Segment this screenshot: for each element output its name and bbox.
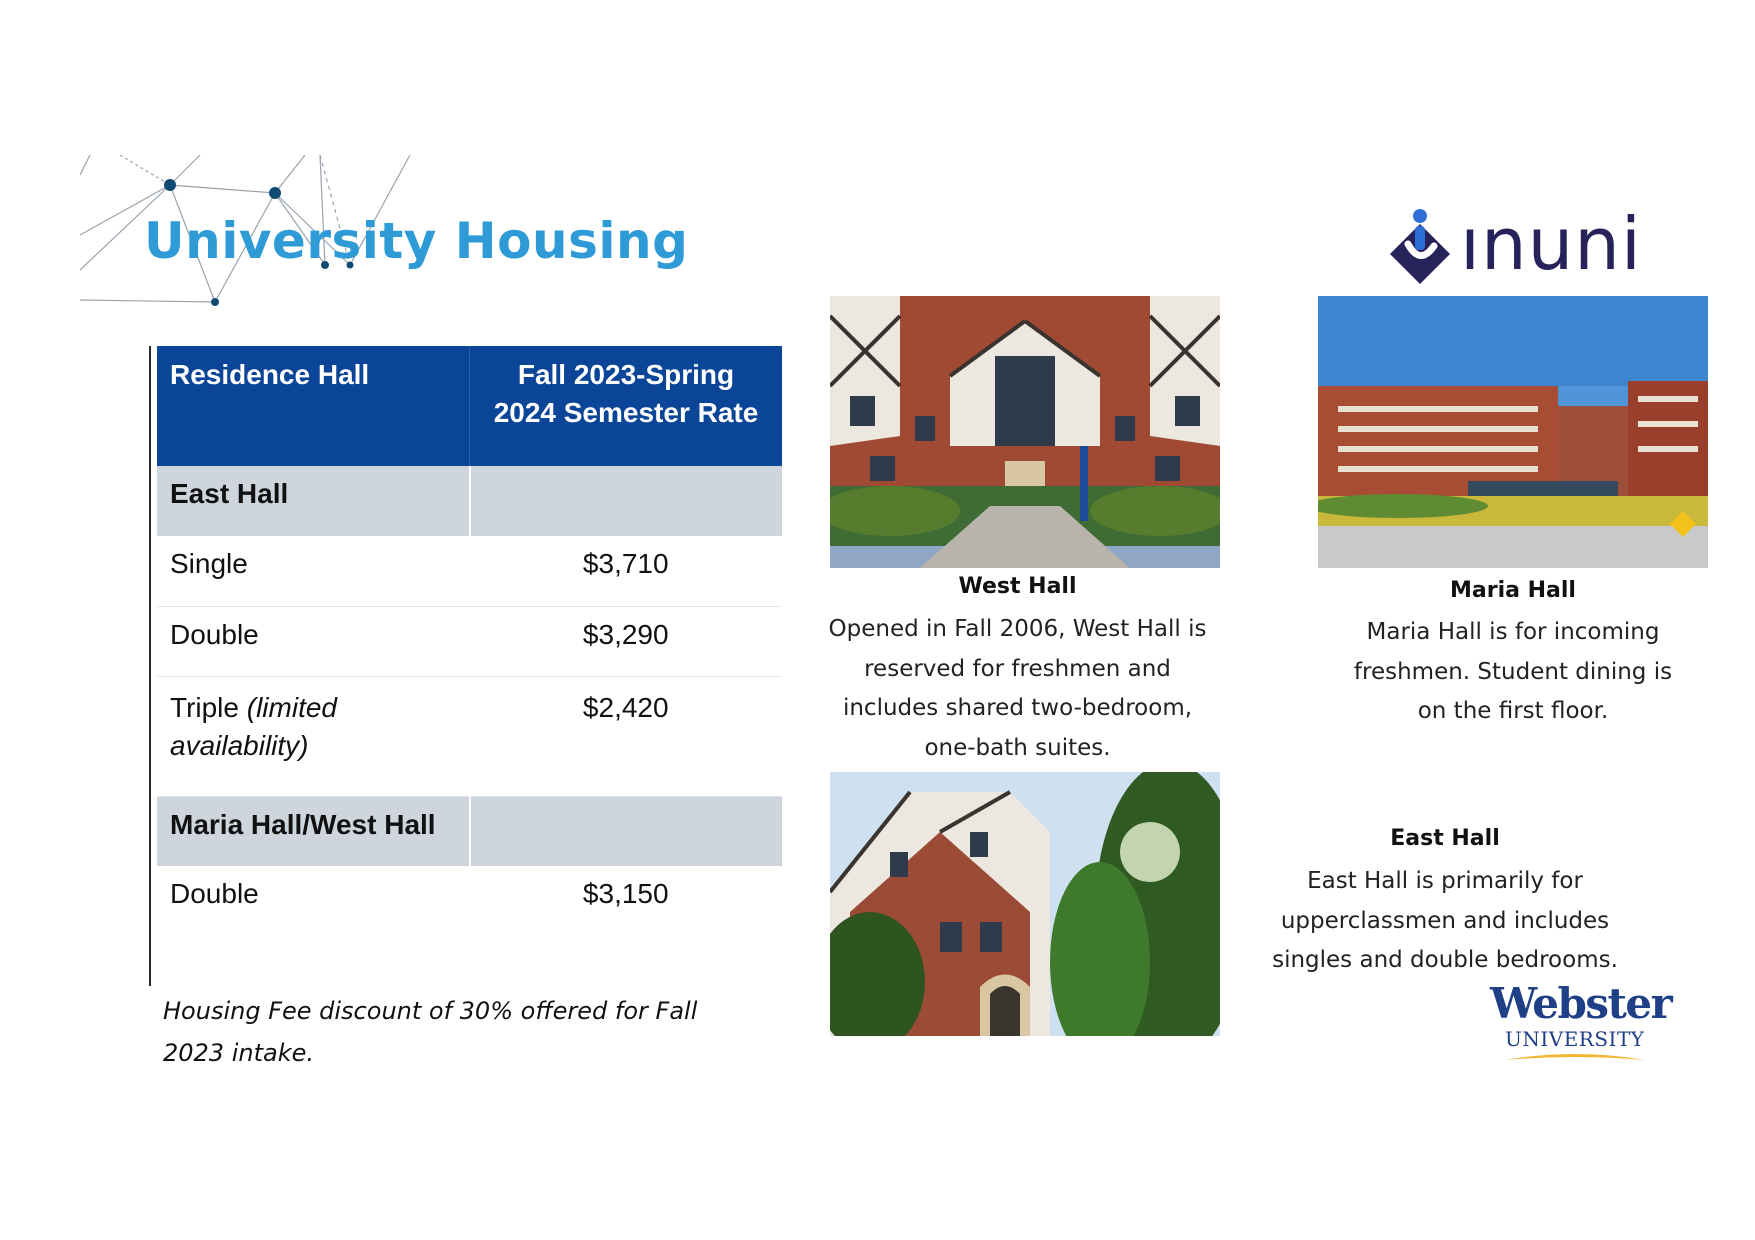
table-header-row	[157, 346, 782, 466]
webster-logo-text: Webster	[1490, 979, 1672, 1028]
table-row	[157, 606, 782, 676]
section-name: East Hall	[157, 466, 470, 536]
maria-hall-title: Maria Hall	[1450, 578, 1576, 603]
webster-logo-subtext: UNIVERSITY	[1505, 1027, 1645, 1051]
room-rate: $2,420	[470, 676, 783, 796]
section-row	[157, 796, 782, 866]
webster-logo-swoosh	[1500, 1050, 1650, 1062]
rates-table	[157, 346, 782, 956]
header-residence-hall: Residence Hall	[157, 346, 470, 466]
west-hall-description: Opened in Fall 2006, West Hall is reserved for freshmen and includes shared two-bedroom, one-bath suites.	[828, 616, 1207, 761]
east-hall-description: East Hall is primarily for upperclassmen and includes singles and double bedrooms.	[1272, 868, 1618, 973]
table-row	[157, 866, 782, 956]
west-hall-title: West Hall	[958, 574, 1077, 599]
room-type: Triple	[170, 691, 239, 723]
room-type: Double	[157, 606, 470, 676]
room-rate: $3,710	[470, 536, 783, 606]
maria-hall-description: Maria Hall is for incoming freshmen. Student dining is on the first floor.	[1353, 619, 1673, 724]
table-row	[157, 676, 782, 796]
table-left-rule	[149, 346, 151, 986]
east-hall-title: East Hall	[1390, 826, 1500, 851]
inuni-logo-text: ınuni	[1460, 202, 1642, 286]
room-type: Double	[170, 878, 259, 909]
page-title: University Housing	[144, 212, 689, 270]
table-row	[157, 536, 782, 606]
header-semester-rate: Fall 2023-Spring 2024 Semester Rate	[470, 346, 783, 466]
maria-hall-photo	[1318, 296, 1708, 568]
room-type: Single	[157, 536, 470, 606]
room-type-note: (limited availability)	[170, 691, 337, 761]
section-row	[157, 466, 782, 536]
room-type-cell	[157, 676, 470, 796]
section-name: Maria Hall/West Hall	[157, 796, 470, 866]
room-rate: $3,150	[582, 878, 669, 909]
discount-note: Housing Fee discount of 30% offered for Fall 2023 intake.	[163, 997, 698, 1067]
east-hall-photo	[830, 772, 1220, 1036]
west-hall-photo	[830, 296, 1220, 568]
room-rate: $3,290	[470, 606, 783, 676]
